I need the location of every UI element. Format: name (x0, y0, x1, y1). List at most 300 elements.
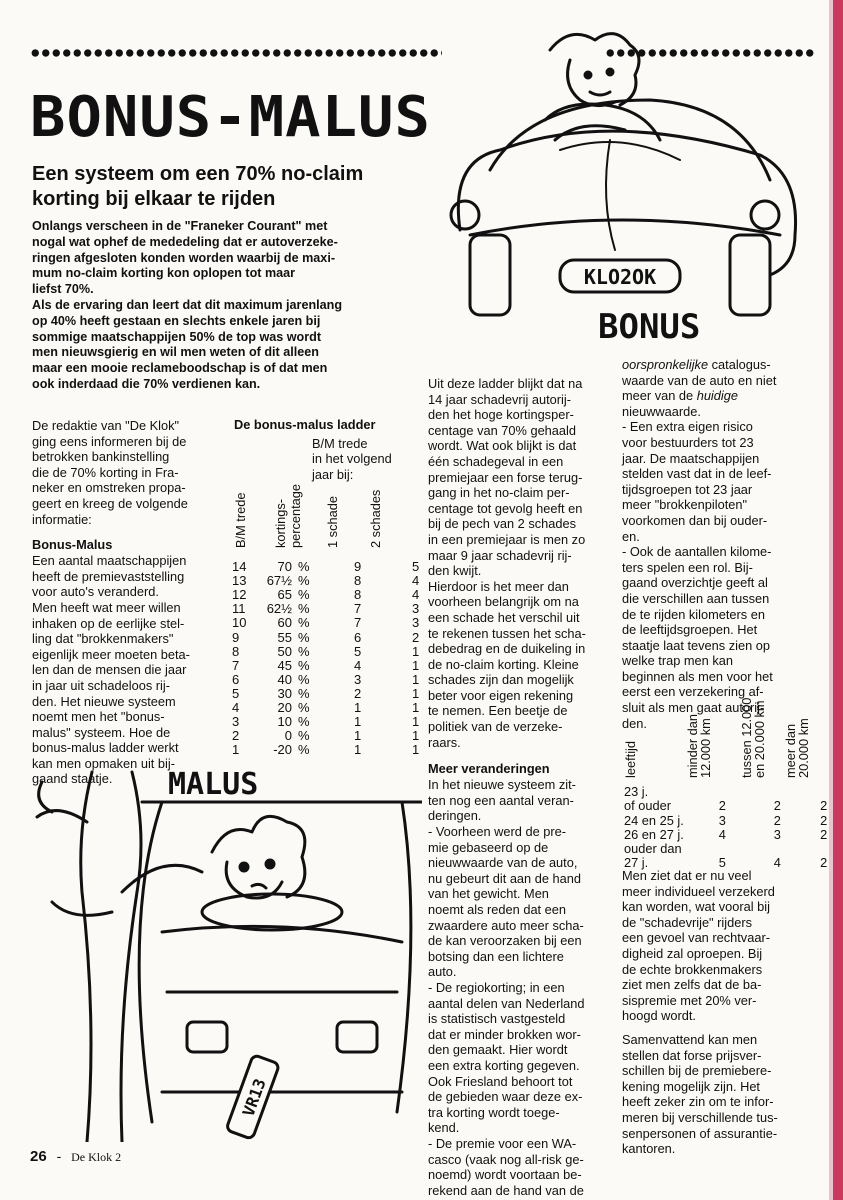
table-cell: 2 (820, 826, 828, 842)
table-cell: 8 (232, 643, 240, 659)
intro-line: mum no-claim korting kon oplopen tot maar (32, 266, 296, 281)
table-cell: 5 (354, 643, 362, 659)
table-row (232, 630, 452, 644)
text-line: in een premiejaar is men zo (428, 531, 586, 547)
table-cell: 2 (412, 629, 420, 645)
text-line: inhaken op de eerlijke stel- (32, 615, 185, 631)
text-line: den kwijt. (428, 563, 482, 579)
table-cell: 2 (773, 798, 781, 814)
text-line: De redaktie van "De Klok" (32, 418, 180, 433)
text-line: - Ook de aantallen kilome- (622, 544, 772, 560)
text-line: voorkomen dan bij ouder- (622, 512, 768, 528)
table-cell: 1 (354, 699, 362, 715)
text-line: - De premie voor een WA- (428, 1135, 577, 1151)
text-line: hoogd wordt. (622, 1008, 696, 1024)
intro-line: Onlangs verscheen in de "Franeker Courant" met (32, 219, 328, 233)
table-cell: 3 (412, 615, 420, 631)
intro-line: ook inderdaad die 70% verdienen kan. (32, 376, 261, 391)
text-line (622, 388, 817, 404)
ladder-heading: De bonus-malus ladder (234, 417, 376, 432)
text-line: en. (622, 528, 640, 544)
table-row (232, 715, 452, 729)
table-cell: 65 (277, 587, 292, 603)
column-4-lower (622, 868, 817, 1157)
table-cell: 2 (718, 798, 726, 814)
table-cell: 1 (412, 728, 420, 744)
text-line: meer "brokkenpiloten" (622, 497, 748, 513)
text-line: mie gebaseerd op de (428, 839, 549, 855)
table-cell (694, 842, 750, 856)
text-line: kantoren. (622, 1141, 676, 1157)
col3-heading: Meer veranderingen (428, 761, 550, 777)
text-line: - De regiokorting; in een (428, 979, 565, 995)
table-cell: 30 (277, 685, 292, 701)
text-line: meer dan (783, 723, 798, 778)
intro-line: Als de ervaring dan leert dat dit maximum jarenlang (32, 297, 343, 312)
text-line: gaand overzichtje geeft al (622, 575, 768, 591)
table-cell: 62½ (266, 601, 292, 617)
age-col-header (686, 714, 712, 778)
table-cell: % (298, 587, 310, 603)
table-cell: 27 j. (624, 855, 649, 871)
malus-label: MALUS (168, 767, 259, 802)
text-line: stelden vast dat in de leef- (622, 466, 772, 482)
col3-p4 (428, 824, 618, 980)
text-line: jaar bij: (312, 466, 354, 482)
bonus-plate (560, 260, 680, 292)
text-line: maar 9 jaar schadevrij rij- (428, 547, 572, 563)
text-line: len dan de mensen die jaar (32, 662, 187, 678)
table-cell: 50 (277, 643, 292, 659)
table-cell: % (298, 643, 310, 659)
table-cell: 23 j. (624, 784, 649, 799)
text-line: - Een extra eigen risico (622, 419, 753, 435)
intro-line: sommige maatschappijen 50% de top was wordt (32, 329, 322, 344)
text-line: te nemen. Een beetje de (428, 703, 568, 719)
intro-line: nogal wat ophef de mededeling dat er autoverzeke- (32, 234, 338, 249)
table-cell: 20 (277, 699, 292, 715)
text-line: Uit deze ladder blijkt dat na (428, 376, 583, 391)
text-line: die verschillen aan tussen (622, 590, 770, 606)
text-line: gang in het no-claim per- (428, 485, 570, 501)
text-fragment: meer van de (622, 388, 697, 404)
page-number: 26 (30, 1148, 47, 1165)
table-cell: 1 (412, 643, 420, 659)
text-line: den. (622, 715, 647, 731)
table-row (232, 673, 452, 687)
table-cell: 2 (354, 685, 362, 701)
text-line: aantal delen van Nederland (428, 995, 585, 1011)
table-cell: 70 (277, 559, 292, 575)
table-row (232, 659, 452, 673)
table-cell: % (298, 699, 310, 715)
text-line: de echte brokkenmakers (622, 961, 763, 977)
table-cell: 4 (354, 657, 362, 673)
table-cell: % (298, 685, 310, 701)
text-line: kening mogelijk zijn. Het (622, 1078, 760, 1094)
table-cell: % (298, 601, 310, 617)
text-line: beginnen als men voor het (622, 668, 773, 684)
text-line: de "schadevrije" rijders (622, 914, 752, 930)
text-line: sispremie met 20% ver- (622, 992, 757, 1008)
text-line: tijdsgroepen tot 23 jaar (622, 481, 753, 497)
text-line: zwaardere auto meer scha- (428, 917, 584, 933)
table-cell: 1 (354, 728, 362, 744)
table-cell: 7 (354, 601, 362, 617)
text-line: neker en omstreken propa- (32, 480, 186, 496)
ladder-col-header: 2 schades (368, 489, 383, 548)
table-cell: 2 (820, 798, 828, 814)
table-cell: 2 (820, 812, 828, 828)
col4-p5 (622, 1032, 817, 1157)
text-line: 14 jaar schadevrij autorij- (428, 391, 571, 407)
table-cell: 4 (412, 573, 420, 589)
col3-p2 (428, 579, 618, 751)
col3-p3 (428, 777, 618, 824)
table-cell: 8 (354, 587, 362, 603)
col3-p1 (428, 376, 618, 579)
table-cell: 40 (277, 671, 292, 687)
table-row (232, 602, 452, 616)
text-line: nieuwwaarde van de auto, (428, 855, 578, 871)
bonus-label: BONUS (598, 307, 701, 347)
table-cell (804, 785, 843, 799)
text-line: nieuwwaarde. (622, 403, 701, 419)
text-line: den het hoge kortingsper- (428, 407, 574, 423)
text-line: den. Het nieuwe systeem (32, 693, 176, 709)
italic-word: oorspronkelijke (622, 357, 709, 372)
text-line: de gebieden waar deze ex- (428, 1089, 583, 1105)
col4-p3 (622, 544, 817, 731)
table-cell: % (298, 615, 310, 631)
text-line: ten nog een aantal veran- (428, 792, 574, 808)
table-cell: 3 (354, 671, 362, 687)
text-line: Een aantal maatschappijen (32, 553, 187, 569)
intro-line: men nieuwsgierig en wil men weten of dit alleen (32, 345, 319, 360)
table-row (232, 560, 452, 574)
text-line: tra korting wordt toege- (428, 1104, 560, 1120)
text-line: senpersonen of assurantie- (622, 1125, 778, 1141)
table-cell: 9 (232, 629, 240, 645)
text-line: Samenvattend kan men (622, 1031, 758, 1047)
text-line: een extra korting gegeven. (428, 1057, 580, 1073)
text-line: premiejaar een forse terug- (428, 469, 583, 485)
col4-p2 (622, 419, 817, 544)
table-cell: 6 (232, 671, 240, 687)
article-title: BONUS-MALUS (30, 85, 431, 150)
table-cell: 4 (412, 587, 420, 603)
table-cell: 10 (232, 615, 247, 631)
table-row (624, 828, 843, 842)
table-cell: 1 (354, 714, 362, 730)
table-row (232, 588, 452, 602)
malus-car-illustration (12, 762, 422, 1142)
table-cell: 3 (718, 812, 726, 828)
table-row (232, 616, 452, 630)
col1-heading: Bonus-Malus (32, 537, 113, 553)
table-row (232, 645, 452, 659)
text-line: malus" systeem. Hoe de (32, 724, 171, 740)
text-line: nu gebeurt dit aan de hand (428, 870, 581, 886)
table-row (232, 574, 452, 588)
table-cell: 3 (412, 601, 420, 617)
text-line: Ook Friesland behoort tot (428, 1073, 573, 1089)
table-cell: 5 (718, 855, 726, 871)
text-line: noemt men het "bonus- (32, 709, 165, 725)
table-cell: 45 (277, 657, 292, 673)
table-cell: 55 (277, 629, 292, 645)
col4-p4 (622, 868, 817, 1024)
text-line: een schade het verschil uit (428, 609, 580, 625)
text-line: in het volgend (312, 451, 392, 467)
intro-line: maar een mooie reclameboodschap is of dat men (32, 361, 328, 376)
table-cell: 3 (232, 714, 240, 730)
table-cell: 67½ (266, 573, 292, 589)
table-cell: 4 (773, 855, 781, 871)
intro-line: liefst 70%. (32, 282, 94, 297)
col1-p2 (32, 553, 227, 787)
table-cell: 5 (232, 685, 240, 701)
table-cell: 1 (354, 742, 362, 758)
table-cell: % (298, 728, 310, 744)
text-line: rekend aan de hand van de (428, 1182, 584, 1198)
text-line: is statistisch vastgesteld (428, 1011, 566, 1027)
table-cell: 0 (284, 728, 292, 744)
ladder-col-header: kortings- (273, 498, 288, 548)
text-line: staatje laat tevens zien op (622, 637, 770, 653)
text-line: eigenlijk meer moeten beta- (32, 646, 190, 662)
text-line: voor auto's veranderd. (32, 584, 159, 600)
text-line: betrokken bankinstelling (32, 449, 170, 465)
table-cell: 4 (232, 699, 240, 715)
text-line: 12.000 km (698, 718, 713, 778)
ladder-col-header: B/M trede (233, 492, 248, 548)
text-line: die de 70% korting in Fra- (32, 464, 179, 480)
text-line: bij de pech van 2 schades (428, 516, 576, 532)
age-col-header (784, 718, 810, 778)
table-cell: 6 (354, 629, 362, 645)
article-subtitle: Een systeem om een 70% no-claim korting bij elkaar te rijden (32, 163, 364, 210)
text-line: In het nieuwe systeem zit- (428, 777, 576, 793)
intro-paragraph (32, 219, 422, 393)
table-cell: 14 (232, 559, 247, 575)
text-line: meer individueel verzekerd (622, 883, 775, 899)
table-row (624, 814, 843, 828)
table-cell (804, 842, 843, 856)
table-cell: 12 (232, 587, 247, 603)
intro-line: ringen afgesloten konden worden waarbij de maxi- (32, 250, 336, 265)
col3-p5 (428, 980, 618, 1136)
text-line: beter voor eigen rekening (428, 687, 574, 703)
table-cell: % (298, 714, 310, 730)
table-cell: 8 (354, 573, 362, 589)
table-row (624, 785, 843, 799)
table-cell: 5 (412, 559, 420, 575)
text-line: kan men opmaken uit bij- (32, 755, 175, 771)
table-cell: 11 (232, 601, 246, 617)
table-cell: % (298, 559, 310, 575)
text-line: de kan veroorzaken bij een (428, 933, 582, 949)
italic-word: huidige (696, 388, 738, 404)
text-line: centage van 70% gehaald (428, 422, 576, 438)
text-line: te rekenen tussen het scha- (428, 625, 586, 641)
table-row (232, 743, 452, 757)
text-line: bonus-malus ladder werkt (32, 740, 179, 756)
text-line: B/M trede (312, 436, 368, 451)
text-line: den gemaakt. Hier wordt (428, 1042, 568, 1058)
text-line: meren bij verschillende tus- (622, 1109, 778, 1125)
table-cell: of ouder (624, 798, 671, 814)
ladder-col-header: percentage (288, 483, 303, 548)
age-col-header (740, 698, 766, 778)
text-line: geert en kreeg de volgende (32, 495, 188, 511)
text-line: heeft zeker zin om te infor- (622, 1094, 774, 1110)
col1-p1 (32, 418, 227, 527)
text-line: casco (vaak nog all-risk ge- (428, 1151, 584, 1167)
text-line: ters spelen een rol. Bij- (622, 559, 753, 575)
table-cell: 1 (412, 714, 420, 730)
text-line: jaar. De maatschappijen (622, 450, 760, 466)
text-line: politiek van de verzeke- (428, 719, 563, 735)
table-row (232, 701, 452, 715)
bonus-plate-text: KLO2OK (583, 265, 657, 289)
text-line: ging eens informeren bij de (32, 433, 187, 449)
col4-p1 (622, 357, 817, 419)
text-line: eerst een verzekering af- (622, 684, 764, 700)
column-1 (32, 418, 227, 787)
table-row (624, 799, 843, 813)
text-line: de leeftijdsgroepen. Het (622, 622, 758, 638)
text-line: - Voorheen werd de pre- (428, 824, 567, 840)
column-4 (622, 357, 817, 731)
text-line: dat er minder brokken wor- (428, 1026, 581, 1042)
table-cell: % (298, 573, 310, 589)
text-line: waarde van de auto en niet (622, 372, 777, 388)
text-fragment: catalogus- (708, 357, 771, 372)
table-row (624, 842, 843, 856)
text-line: in jaar uit schadeloos rij- (32, 677, 170, 693)
table-cell: 7 (232, 657, 240, 673)
table-cell: % (298, 657, 310, 673)
malus-header-box (168, 767, 258, 802)
intro-line: op 40% heeft gestaan en slechts enkele jaren bij (32, 313, 321, 328)
text-line: informatie: (32, 511, 92, 527)
table-cell: 3 (773, 826, 781, 842)
ladder-col-header: 1 schade (325, 496, 340, 548)
bonus-malus-ladder-table (232, 560, 452, 757)
footer-separator: - (56, 1148, 62, 1164)
text-line: 20.000 km (796, 718, 811, 778)
table-cell: 2 (773, 812, 781, 828)
text-line: Men ziet dat er nu veel (622, 868, 752, 883)
table-row (232, 729, 452, 743)
text-line: van het gewicht. Men (428, 886, 549, 902)
text-line: debedrag en de duikeling in (428, 641, 586, 657)
text-line (622, 357, 817, 373)
text-line: heeft de premievaststelling (32, 568, 185, 584)
table-cell: 1 (412, 657, 420, 673)
malus-plate-text: VR13 (238, 1076, 270, 1119)
text-line: Men heeft wat meer willen (32, 599, 181, 615)
text-line: Hierdoor is het meer dan (428, 578, 569, 594)
text-line: minder dan (685, 713, 700, 778)
text-line: noemt als reden dat een (428, 902, 567, 917)
text-line: deringen. (428, 808, 482, 824)
table-cell: % (298, 742, 310, 758)
table-cell: 2 (820, 855, 828, 871)
publication-name: De Klok 2 (71, 1150, 122, 1164)
text-line: schades zijn dan mogelijk (428, 672, 574, 688)
table-cell: 1 (412, 685, 420, 701)
text-line: welke trap men kan (622, 653, 733, 669)
malus-plate (226, 1055, 280, 1140)
text-line: wordt. Wat ook blijkt is dat (428, 438, 577, 454)
table-cell: 2 (232, 728, 240, 744)
text-line: sluit als men gaat autorij- (622, 700, 765, 716)
table-cell: 26 en 27 j. (624, 826, 684, 842)
text-line: botsing dan een lichtere (428, 948, 564, 964)
table-cell: 13 (232, 573, 247, 589)
text-line: een gevoel van rechtvaar- (622, 930, 770, 946)
text-line: digheid zal oproepen. Bij (622, 945, 763, 961)
text-line: stellen dat forse prijsver- (622, 1047, 762, 1063)
text-line: één schadegeval in een (428, 453, 564, 469)
top-dotted-rule (30, 48, 442, 58)
table-cell: % (298, 671, 310, 687)
text-line: kend. (428, 1120, 460, 1136)
text-line: en 20.000 km (752, 700, 767, 778)
text-line: de te rijden kilometers en (622, 606, 765, 622)
table-cell: -20 (273, 742, 292, 758)
page-footer (30, 1148, 121, 1165)
table-cell (694, 785, 750, 799)
age-kilometer-table (624, 785, 843, 871)
table-cell: 1 (412, 742, 420, 758)
text-line: ling dat "brokkenmakers" (32, 631, 174, 647)
text-line: noemd) wordt voortaan be- (428, 1167, 582, 1183)
age-col-header: leeftijd (623, 741, 638, 778)
table-cell (750, 785, 804, 799)
text-line: voorheen belangrijk om na (428, 594, 579, 610)
text-line: auto. (428, 964, 457, 980)
col3-p6 (428, 1136, 618, 1198)
page-edge (833, 0, 843, 1200)
bonus-car-illustration (430, 20, 810, 350)
table-cell: 10 (277, 714, 292, 730)
table-cell: 7 (354, 615, 362, 631)
table-cell: 4 (718, 826, 726, 842)
text-line: ziet men zelfs dat de ba- (622, 977, 762, 993)
table-cell: 24 en 25 j. (624, 812, 684, 828)
text-line: schillen bij de premiebere- (622, 1063, 772, 1079)
table-cell: % (298, 629, 310, 645)
table-row (232, 687, 452, 701)
table-cell: 1 (412, 699, 420, 715)
table-cell: 9 (354, 559, 362, 575)
text-line: tussen 12.000 (739, 697, 754, 778)
text-line: gaand staatje. (32, 771, 113, 787)
table-cell (750, 842, 804, 856)
table-cell: 1 (232, 742, 240, 758)
text-line: voor bestuurders tot 23 (622, 434, 754, 450)
ladder-group-label (312, 436, 412, 482)
text-line: de no-claim korting. Kleine (428, 656, 579, 672)
table-cell: 60 (277, 615, 292, 631)
text-line: kan worden, wat vooral bij (622, 899, 770, 915)
text-line: centage tot gevolg heeft en (428, 500, 583, 516)
table-cell: ouder dan (624, 841, 682, 857)
text-line: raars. (428, 734, 461, 750)
